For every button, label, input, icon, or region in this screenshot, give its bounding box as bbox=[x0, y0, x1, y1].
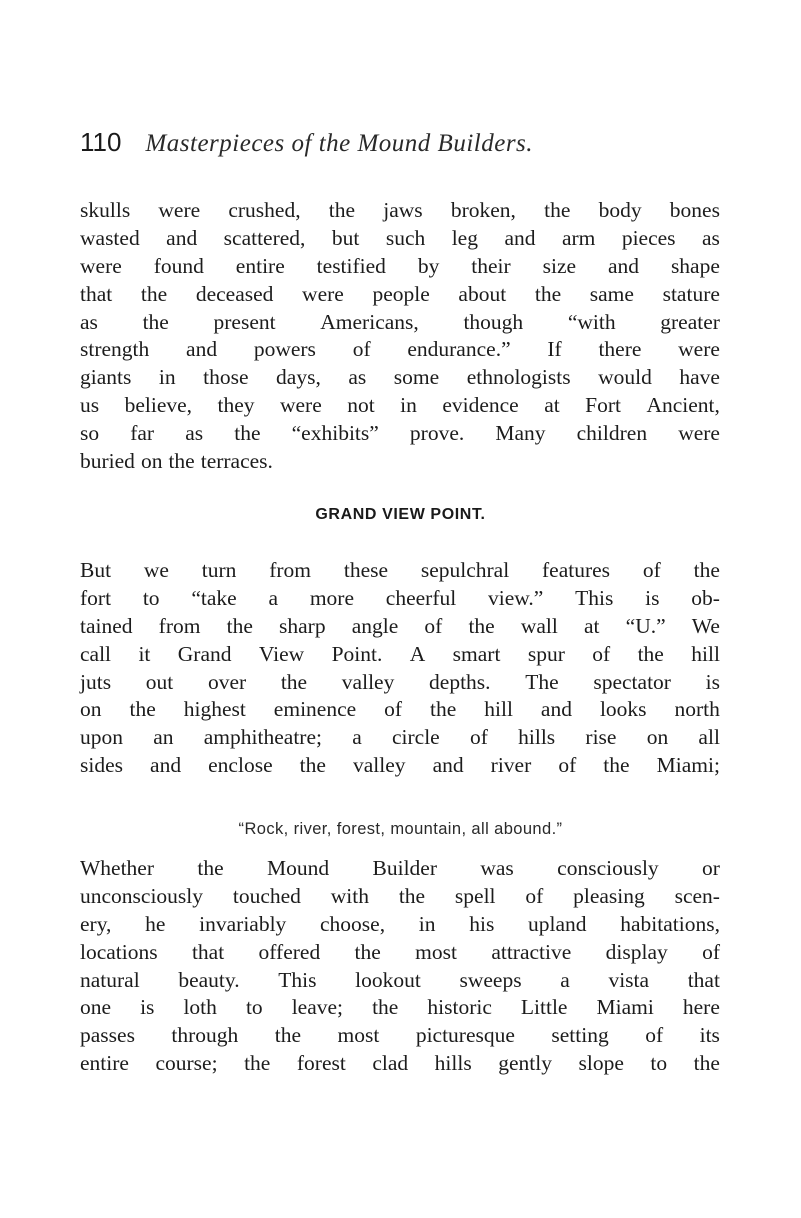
text-line: so far as the “exhibits” prove. Many children were bbox=[80, 421, 720, 446]
text-line: were found entire testified by their size and shape bbox=[80, 253, 720, 278]
text-line: us believe, they were not in evidence at Fort Ancient, bbox=[80, 393, 720, 418]
text-line: as the present Americans, though “with greater bbox=[80, 309, 720, 334]
text-line: skulls were crushed, the jaws broken, the body bones bbox=[80, 198, 720, 222]
text-line: one is loth to leave; the historic Little Miami here bbox=[80, 995, 720, 1020]
text-line: locations that offered the most attractive display of bbox=[80, 939, 720, 964]
text-line: fort to “take a more cheerful view.” This is ob- bbox=[80, 585, 720, 610]
paragraph-3 bbox=[80, 855, 720, 1078]
text-line: buried on the terraces. bbox=[80, 449, 273, 474]
running-head bbox=[80, 127, 720, 167]
section-heading: GRAND VIEW POINT. bbox=[315, 506, 486, 523]
text-line: ery, he invariably choose, in his upland habitations, bbox=[80, 911, 720, 936]
text-line: unconsciously touched with the spell of pleasing scen- bbox=[80, 883, 720, 908]
text-line: Whether the Mound Builder was consciously or bbox=[80, 856, 720, 880]
text-line: that the deceased were people about the same stature bbox=[80, 281, 720, 306]
text-line: passes through the most picturesque setting of its bbox=[80, 1023, 720, 1048]
paragraph-2 bbox=[80, 557, 720, 780]
text-line: strength and powers of endurance.” If there were bbox=[80, 337, 720, 362]
page-number: 110 bbox=[80, 127, 122, 157]
text-line: juts out over the valley depths. The spectator is bbox=[80, 669, 720, 694]
book-title: Masterpieces of the Mound Builders. bbox=[145, 130, 534, 157]
text-line: entire course; the forest clad hills gently slope to the bbox=[80, 1051, 720, 1076]
text-line: But we turn from these sepulchral features of the bbox=[80, 558, 720, 582]
quotation: “Rock, river, forest, mountain, all abound.” bbox=[238, 820, 563, 838]
text-line: wasted and scattered, but such leg and arm pieces as bbox=[80, 225, 720, 250]
text-line: tained from the sharp angle of the wall at “U.” We bbox=[80, 613, 720, 638]
text-line: call it Grand View Point. A smart spur of the hill bbox=[80, 641, 720, 666]
text-line: natural beauty. This lookout sweeps a vista that bbox=[80, 967, 720, 992]
paragraph-1 bbox=[80, 197, 720, 476]
text-line: giants in those days, as some ethnologists would have bbox=[80, 365, 720, 390]
text-line: on the highest eminence of the hill and looks north bbox=[80, 697, 720, 722]
text-line: sides and enclose the valley and river of the Miami; bbox=[80, 753, 720, 778]
text-line: upon an amphitheatre; a circle of hills rise on all bbox=[80, 725, 720, 750]
